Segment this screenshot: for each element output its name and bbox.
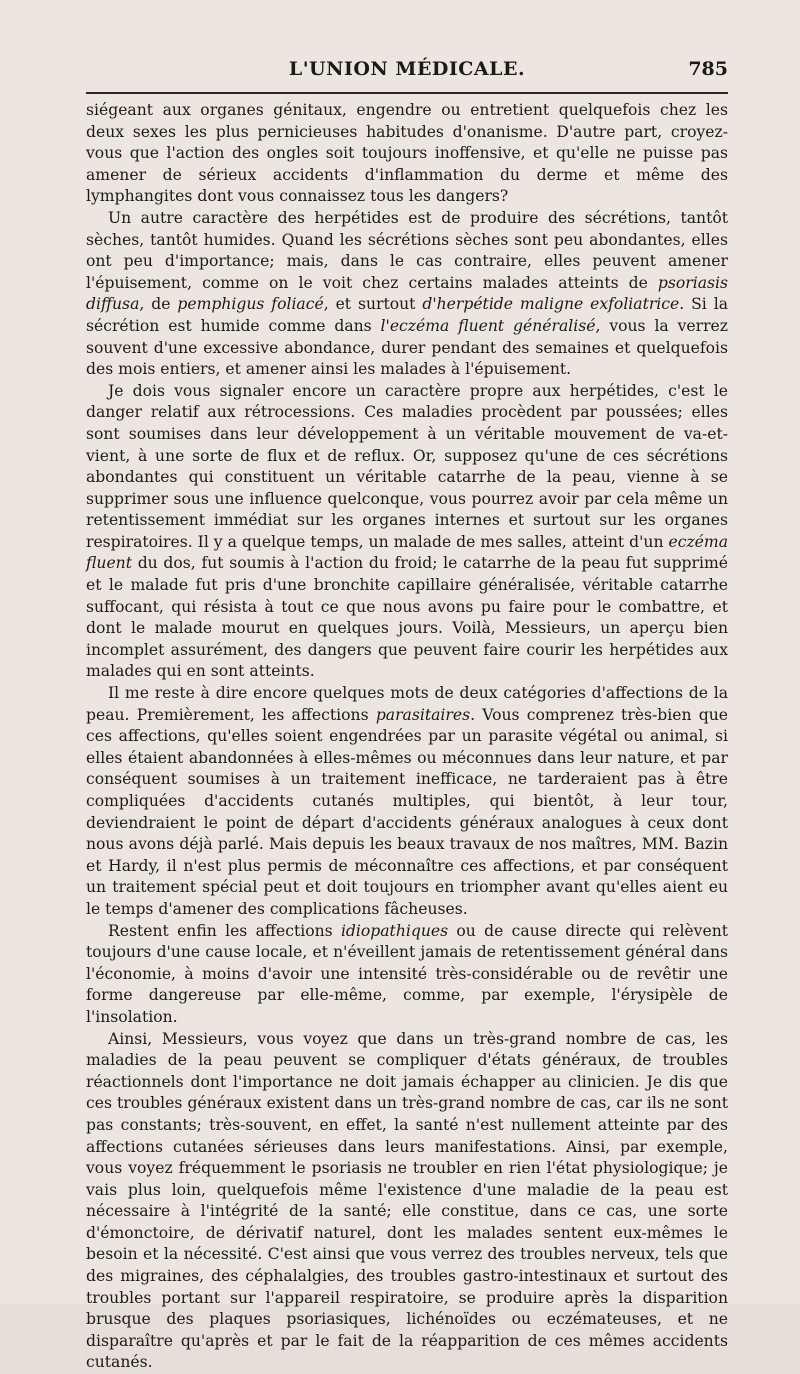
article-body [86,100,728,1374]
paragraph [86,208,728,381]
text-run: siégeant aux organes génitaux, engendre ou entretient quelquefois chez les deux sexes les plus pernicieuses habitudes d'onanisme. D'autre part, croyez-vous que l'action des ongles soit toujours inoffensive, et qu'elle ne puisse pas amener de sérieux accidents d'inflammation du derme et même des lymphangites dont vous connaissez tous les dangers? [86,101,728,206]
text-run: Je dois vous signaler encore un caractère propre aux herpétides, c'est le danger relatif aux rétrocessions. Ces maladies procèdent par poussées; elles sont soumises dans leur développement à un véritable mouvement de va-et-vient, à une sorte de flux et de reflux. Or, supposez qu'une de ces sécrétions abondantes qui constituent un véritable catarrhe de la peau, vienne à se supprimer sous une influence quelconque, vous pourrez avoir par cela même un retentissement immédiat sur les organes internes et surtout sur les organes respiratoires. Il y a quelque temps, un malade de mes salles, atteint d'un [86,381,728,551]
paragraph [86,100,728,208]
text-run: , de [139,295,178,314]
text-run: Ainsi, Messieurs, vous voyez que dans un très-grand nombre de cas, les maladies de la peau peuvent se compliquer d'états généraux, de troubles réactionnels dont l'importance ne doit jamais échapper au clinicien. Je dis que ces troubles généraux existent dans un très-grand nombre de cas, car ils ne sont pas constants; très-souvent, en effet, la santé n'est nullement atteinte par des affections cutanées sérieuses dans leurs manifestations. Ainsi, par exemple, vous voyez fréquemment le psoriasis ne troubler en rien l'état physiologique; je vais plus loin, quelquefois même l'existence d'une maladie de la peau est nécessaire à l'intégrité de la santé; elle constitue, dans ce cas, une sorte d'émonctoire, de dérivatif naturel, dont les malades sentent eux-mêmes le besoin et la nécessité. C'est ainsi que vous verrez des troubles nerveux, tels que des migraines, des céphalalgies, des troubles gastro-intestinaux et surtout des troubles portant sur l'appareil respiratoire, se produire après la disparition brusque des plaques psoriasiques, lichénoïdes ou eczémateuses, et ne disparaître qu'après et par le fait de la réapparition de ces mêmes accidents cutanés. [86,1029,728,1372]
text-run: ou de cause directe qui relèvent toujours d'une cause locale, et n'éveillent jamais de retentissement général dans l'économie, à moins d'avoir une intensité très-considérable ou de revêtir une forme dangereuse par elle-même, comme, par exemple, l'érysipèle de l'insolation. [86,921,729,1026]
italic-text: eczéma fluent [86,532,728,573]
italic-text: l'eczéma fluent généralisé [380,316,596,335]
text-run: Un autre caractère des herpétides est de produire des sécrétions, tantôt sèches, tantôt humides. Quand les sécrétions sèches sont peu abondantes, elles ont peu d'importance; mais, dans le cas contraire, elles peuvent amener l'épuisement, comme on le voit chez certains malades atteints de [86,208,728,292]
journal-title: L'UNION MÉDICALE. [288,58,526,80]
page-header [86,52,728,94]
italic-text: d'herpétide maligne exfoliatrice [422,295,680,314]
italic-text: pemphigus foliacé [177,295,324,314]
italic-text: parasitaires [375,705,471,724]
text-run: . Vous comprenez très-bien que ces affections, qu'elles soient engendrées par un parasite végétal ou animal, si elles étaient abandonnées à elles-mêmes ou méconnues dans leur nature, et par conséquent soumises à un traitement inefficace, ne tarderaient pas à être compliquées d'accidents cutanés multiples, qui bientôt, à leur tour, deviendraient le point de départ d'accidents généraux analogues à ceux dont nous avons déjà parlé. Mais depuis les beaux travaux de nos maîtres, MM. Bazin et Hardy, il n'est plus permis de méconnaître ces affections, et par conséquent un traitement spécial peut et doit toujours en triompher avant qu'elles aient eu le temps d'amener des complications fâcheuses. [86,705,728,918]
page-number: 785 [688,58,728,80]
paragraph [86,1029,728,1374]
text-run: , et surtout [323,295,423,314]
text-run: Il me reste à dire encore quelques mots de deux catégories d'affections de la peau. Premièrement, les affections [86,684,728,724]
text-run: du dos, fut soumis à l'action du froid; le catarrhe de la peau fut supprimé et le malade fut pris d'une bronchite capillaire généralisée, véritable catarrhe suffocant, qui résista à tout ce que nous avons pu faire pour le combattre, et dont le malade mourut en quelques jours. Voilà, Messieurs, un aperçu bien incomplet assurément, des dangers que peuvent faire courir les herpétides aux malades qui en sont atteints. [86,554,728,681]
italic-text: psoriasis diffusa [86,273,728,314]
italic-text: idiopathiques [340,921,449,940]
paragraph [86,921,728,1029]
paragraph [86,381,728,683]
text-run: , vous la verrez souvent d'une excessive abondance, durer pendant des semaines et quelquefois des mois entiers, et amener ainsi les malades à l'épuisement. [86,316,728,379]
text-run: Restent enfin les affections [108,921,341,940]
paragraph [86,683,728,921]
text-run: . Si la sécrétion est humide comme dans [86,295,728,335]
